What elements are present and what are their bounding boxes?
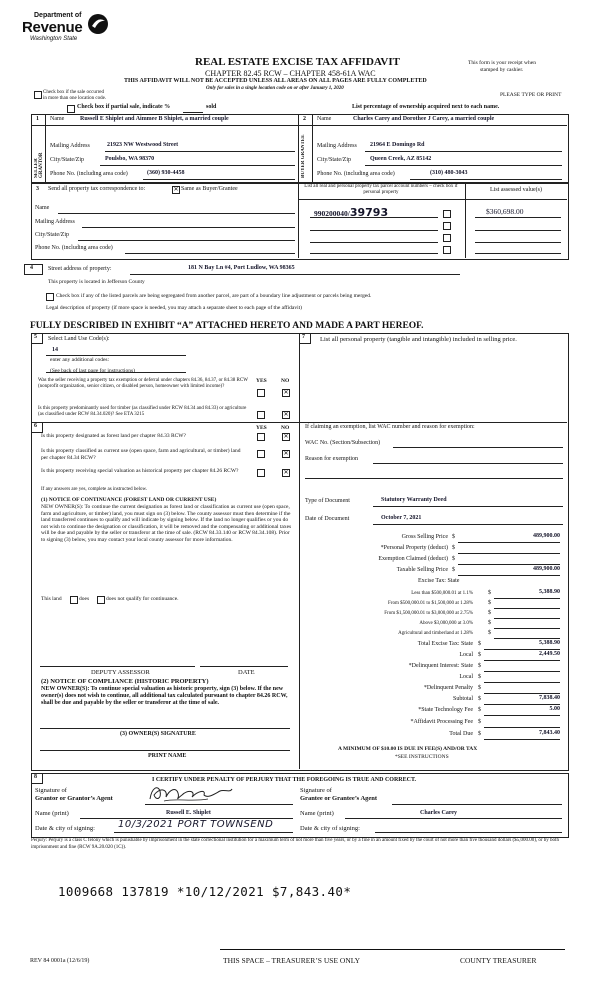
exemption-reason-rule-2[interactable]: [305, 478, 563, 479]
buyer-address-rule: [365, 151, 562, 152]
delinquent-interest-state-currency: $: [478, 663, 481, 669]
section3-city-label: City/State/Zip: [35, 232, 69, 238]
section3-label: Send all property tax correspondence to:: [48, 186, 146, 192]
section6-if-yes: If any answers are yes, complete as instructed below.: [41, 487, 148, 492]
grantee-name-rule: [345, 818, 562, 819]
personal-property-checkbox-1[interactable]: [443, 210, 451, 218]
subtotal-label: Subtotal: [452, 696, 473, 702]
personal-property-deduct-currency: $: [452, 545, 455, 551]
seller-address-label: Mailing Address: [50, 143, 90, 149]
delinquent-penalty-currency: $: [478, 685, 481, 691]
treasurer-use-label: THIS SPACE – TREASURER’S USE ONLY: [223, 956, 360, 965]
main-details-divider: [299, 333, 300, 769]
certify-statement: I CERTIFY UNDER PENALTY OF PERJURY THAT THE FOREGOING IS TRUE AND CORRECT.: [152, 777, 417, 783]
print-name-line[interactable]: [40, 750, 290, 751]
land-does-not-checkbox[interactable]: [97, 596, 105, 604]
gross-selling-price-currency: $: [452, 534, 455, 540]
section3-assessed-divider: [465, 182, 466, 258]
grantor-date-city-rule: [114, 832, 293, 833]
form-title: REAL ESTATE EXCISE TAX AFFIDAVIT: [195, 56, 400, 68]
notice2-title: (2) NOTICE OF COMPLIANCE (HISTORIC PROPERTY): [41, 678, 209, 685]
grantor-name-print[interactable]: Russell E. Shiplet: [166, 810, 211, 816]
section6-yes-header: YES: [256, 425, 267, 431]
tier-2-rule: [494, 608, 560, 609]
seller-address-rule: [105, 151, 295, 152]
street-address-label: Street address of property:: [48, 266, 112, 272]
grantee-signature-label-1: Signature of: [300, 787, 332, 794]
wac-number-rule[interactable]: [393, 447, 563, 448]
buyer-name-label: Name: [317, 116, 332, 122]
state-technology-fee-label: *State Technology Fee: [418, 707, 473, 713]
section8-number: 8: [34, 774, 37, 780]
tier-1-currency: $: [488, 590, 491, 596]
footer-rule: [220, 949, 565, 950]
tier-4-label: Above $3,000,000 at 3.0%: [419, 621, 473, 626]
document-type-label: Type of Document: [305, 498, 350, 504]
section3-phone-label: Phone No. (including area code): [35, 245, 113, 251]
wac-claim-label: If claiming an exemption, list WAC number and reason for exemption:: [305, 424, 475, 430]
excise-local-rule: [484, 660, 560, 661]
section5-number-box: [31, 333, 43, 344]
section6-q1-no[interactable]: ✕: [283, 433, 289, 440]
tier-5-rule: [494, 638, 560, 639]
owner-signature-label: (3) OWNER(S) SIGNATURE: [120, 731, 196, 737]
agency-line2: Revenue: [22, 19, 83, 36]
section8-number-box: [31, 773, 43, 784]
section5-q2-no[interactable]: ✕: [283, 411, 289, 418]
section3-address-rule[interactable]: [82, 227, 295, 228]
grantor-date-city-label: Date & city of signing:: [35, 825, 95, 832]
partial-percent-line[interactable]: [183, 112, 203, 113]
buyer-section-number: 2: [303, 116, 306, 122]
tier-4-rule: [494, 628, 560, 629]
grantee-date-city-label: Date & city of signing:: [300, 825, 360, 832]
section5-bottom-rule: [31, 422, 567, 423]
see-instructions-note: *SEE INSTRUCTIONS: [395, 754, 449, 760]
seller-side-label: SELLER GRANTOR: [34, 152, 44, 178]
grantor-date-city[interactable]: 10/3/2021 PORT TOWNSEND: [118, 819, 274, 830]
grantor-signature-label-2: Grantor or Grantor’s Agent: [35, 795, 113, 802]
buyer-city-label: City/State/Zip: [317, 157, 351, 163]
land-use-label: Select Land Use Code(s):: [48, 336, 110, 342]
form-subtitle: CHAPTER 82.45 RCW – CHAPTER 458-61A WAC: [205, 69, 376, 78]
buyer-name-rule: [298, 125, 567, 126]
total-due-currency: $: [478, 731, 481, 737]
gross-selling-price-label: Gross Selling Price: [401, 534, 448, 540]
exhibit-statement: FULLY DESCRIBED IN EXHIBIT “A” ATTACHED HERETO AND MADE A PART HEREOF.: [30, 321, 424, 331]
assessor-date-label: DATE: [238, 669, 255, 676]
assessed-value[interactable]: $360,698.00: [486, 207, 524, 216]
tier-5-label: Agricultural and timberland at 1.28%: [398, 631, 473, 636]
buyer-city[interactable]: Queen Creek, AZ 85142: [370, 156, 432, 162]
exemption-reason-label: Reason for exemption: [305, 456, 358, 462]
total-due-rule: [484, 739, 560, 740]
section7-number-box: [299, 333, 311, 344]
land-use-code[interactable]: 14: [52, 347, 58, 353]
document-type[interactable]: Statutory Warranty Deed: [381, 497, 447, 503]
section6-q1-yes[interactable]: [257, 433, 265, 441]
personal-property-deduct-rule: [458, 553, 560, 554]
agency-line1: Department of: [34, 12, 82, 19]
same-as-buyer-label: Same as Buyer/Grantee: [181, 186, 238, 192]
excise-local-currency: $: [478, 652, 481, 658]
dor-logo: [22, 12, 122, 52]
ownership-note: List percentage of ownership acquired next to each name.: [352, 104, 500, 110]
receipt-stamp: 1009668 137819 *10/12/2021 $7,843.40*: [58, 884, 352, 899]
exemption-reason-rule[interactable]: [373, 463, 563, 464]
tier-5-currency: $: [488, 630, 491, 636]
section6-no-header: NO: [281, 425, 290, 431]
personal-property-checkbox-4[interactable]: [443, 246, 451, 254]
seller-section-number: 1: [36, 116, 39, 122]
seller-name[interactable]: Russell E Shiplet and Aimmee B Shiplet, a married couple: [80, 116, 229, 122]
multi-location-checkbox[interactable]: [34, 91, 42, 99]
total-excise-state-label: Total Excise Tax: State: [417, 641, 473, 647]
partial-sale-label: Check box if partial sale, indicate %: [77, 104, 171, 110]
section6-q3-yes[interactable]: [257, 469, 265, 477]
exemption-claimed-label: Exemption Claimed (deduct): [378, 556, 448, 562]
print-name-label: PRINT NAME: [148, 753, 187, 759]
deputy-assessor-line[interactable]: [40, 666, 195, 667]
grantee-signature-line[interactable]: [392, 804, 562, 805]
form-date-note: Only for sales in a single location code on or after January 1, 2020: [206, 86, 344, 91]
land-does-checkbox[interactable]: [70, 596, 78, 604]
buyer-address[interactable]: 21964 E Domingo Rd: [370, 142, 425, 148]
section3-name-rule[interactable]: [58, 213, 295, 214]
multi-location-label-1: Check box if the sale occurred: [43, 90, 104, 95]
notice2-body: NEW OWNER(S): To continue special valuation as historic property, sign (3) below. If the new owner(s) does not wish to continue, all additional tax calculated pursuant to chapter 84.26 RCW, shall be due and payable by the seller or transferor at the time of sale.: [41, 686, 288, 707]
tier-2-label: From $500,000.01 to $1,500,000 at 1.28%: [388, 601, 473, 606]
section3-name-label: Name: [35, 205, 50, 211]
buyer-phone[interactable]: (310) 480-3043: [430, 170, 468, 176]
seller-city-rule: [100, 165, 295, 166]
subtotal-value[interactable]: 7,838.40: [539, 695, 560, 701]
tier-1-label: Less than $500,000.01 at 1.1%: [411, 591, 473, 596]
affidavit-processing-fee-rule: [484, 727, 560, 728]
this-land-label: This land: [41, 596, 62, 602]
seller-city[interactable]: Poulsbo, WA 98370: [105, 156, 155, 162]
agency-line3: Washington State: [30, 36, 78, 42]
document-date[interactable]: October 7, 2021: [381, 515, 422, 521]
form-number: REV 84 0001a (12/6/19): [30, 958, 90, 964]
section6-q1: Is this property designated as forest land per chapter 84.33 RCW?: [41, 433, 186, 439]
gross-selling-price-value[interactable]: 489,900.00: [533, 533, 560, 539]
buyer-num-divider: [312, 114, 313, 125]
section5-q1-no[interactable]: ✕: [283, 389, 289, 396]
land-does-label: does: [79, 596, 90, 602]
buyer-city-rule: [365, 165, 562, 166]
county-note: This property is located in Jefferson County: [48, 279, 145, 285]
seller-phone[interactable]: (360) 930-4458: [147, 170, 185, 176]
section5-yes-header: YES: [256, 378, 267, 384]
gross-selling-price-rule: [458, 542, 560, 543]
total-excise-state-currency: $: [478, 641, 481, 647]
parcel-rule-2: [310, 230, 438, 231]
delinquent-interest-local-rule: [484, 682, 560, 683]
tier-1-value[interactable]: 5,388.90: [539, 589, 560, 595]
assessed-rule-3: [475, 242, 561, 243]
swoosh-icon: [86, 12, 110, 36]
tier-1-rule: [494, 598, 560, 599]
delinquent-interest-local-currency: $: [478, 674, 481, 680]
receipt-note-1: This form is your receipt when: [468, 60, 536, 66]
subtotal-currency: $: [478, 696, 481, 702]
parcel-rule-4: [310, 253, 438, 254]
section3-phone-rule[interactable]: [125, 253, 295, 254]
taxable-selling-price-currency: $: [452, 567, 455, 573]
notice1-body: NEW OWNER(S): To continue the current designation as forest land or classification as current use (open space, farm and agriculture, or timber) land, you must sign on (3) below. The county assessor must then determine if the land transferred continues to qualify and will indicate by signing below. If the land no longer qualifies or you do not wish to continue the designation or classification, it will be removed and the compensating or additional taxes will be due and payable by the seller or transferor at the time of sale. (RCW 84.33.140 or RCW 84.34.108). Prior to signing (3) below, you may contact your local county assessor for more information.: [41, 504, 292, 543]
assessor-date-line[interactable]: [200, 666, 288, 667]
delinquent-penalty-rule: [484, 693, 560, 694]
notice1-title: (1) NOTICE OF CONTINUANCE (FOREST LAND OR CURRENT USE): [41, 497, 217, 503]
section6-q3-no[interactable]: ✕: [283, 469, 289, 476]
delinquent-penalty-label: *Delinquent Penalty: [423, 685, 473, 691]
personal-property-checkbox-2[interactable]: [443, 222, 451, 230]
parcel-number-handwritten: 39793: [349, 206, 389, 219]
assessed-rule-2: [475, 230, 561, 231]
assessed-header: List assessed value(s): [490, 187, 542, 193]
total-due-value[interactable]: 7,843.40: [539, 730, 560, 736]
grantee-signature-label-2: Grantee or Grantee’s Agent: [300, 795, 378, 802]
total-excise-state-value[interactable]: 5,388.90: [539, 640, 560, 646]
same-as-buyer-checkbox[interactable]: ✕: [173, 186, 179, 193]
section5-q2: Is this property predominantly used for timber (as classified under RCW 84.34 and 84.33) or agriculture (as classified under RCW 84.34.020)? See ETA 3215: [38, 406, 247, 417]
buyer-name[interactable]: Charles Carey and Dorothee J Carey, a married couple: [353, 116, 495, 122]
parcel-header: List all real and personal property tax parcel account numbers – check box if personal property: [304, 184, 458, 195]
perjury-notice-text: Perjury: Perjury is a class C felony which is punishable by imprisonment in the state correctional institution for a maximum term of not more than five years, or by a fine in an amount fixed by the court of not more than five thousand dollars ($5,000.00), or by both imprisonment and fine (RCW 9A.20.020 (1C)).: [31, 838, 559, 850]
section6-q2-yes[interactable]: [257, 450, 265, 458]
deputy-assessor-label: DEPUTY ASSESSOR: [91, 669, 150, 676]
tier-4-currency: $: [488, 620, 491, 626]
personal-property-label: List all personal property (tangible and intangible) included in selling price.: [320, 336, 517, 343]
taxable-selling-price-value[interactable]: 489,900.00: [533, 566, 560, 572]
please-type-print: PLEASE TYPE OR PRINT: [500, 92, 562, 98]
section3-city-rule[interactable]: [78, 240, 295, 241]
section6-number-box: [31, 422, 43, 433]
partial-sale-checkbox[interactable]: [67, 105, 75, 113]
total-due-label: Total Due: [449, 731, 473, 737]
state-technology-fee-value[interactable]: 5.00: [549, 706, 560, 712]
grantor-signature-line: [145, 804, 293, 805]
affidavit-processing-fee-label: *Affidavit Processing Fee: [410, 719, 473, 725]
section3-divider: [298, 182, 299, 258]
county-treasurer-label: COUNTY TREASURER: [460, 956, 537, 965]
parcel-rule-3: [310, 242, 438, 243]
partial-sold-label: sold: [206, 104, 217, 110]
wac-number-label: WAC No. (Section/Subsection): [305, 440, 381, 446]
grantee-name-print[interactable]: Charles Carey: [420, 810, 458, 816]
document-date-rule: [373, 524, 563, 525]
see-back-note: (See back of last page for instructions): [50, 368, 135, 374]
street-address[interactable]: 181 N Bay Ln #4, Port Ludlow, WA 98365: [188, 265, 295, 271]
state-technology-fee-rule: [484, 715, 560, 716]
owner-signature-line[interactable]: [40, 728, 290, 729]
section6-q3: Is this property receiving special valuation as historical property per chapter 84.26 RCW?: [41, 468, 239, 474]
seller-city-label: City/State/Zip: [50, 157, 84, 163]
seller-address[interactable]: 21923 NW Westwood Street: [107, 142, 179, 148]
section5-q1: Was the seller receiving a property tax exemption or deferral under chapters 84.36, 84.37, or 84.38 RCW (nonprofit organization, senior citizen, or disabled person, homeowner with limited income)?: [38, 378, 248, 389]
segregation-label: Check box if any of the listed parcels are being segregated from another parcel, are part of a boundary line adjustment or parcels being merged.: [56, 293, 372, 299]
taxable-selling-price-label: Taxable Selling Price: [396, 567, 448, 573]
section5-q1-yes[interactable]: [257, 389, 265, 397]
parcel-number-typed: 990200040/: [314, 209, 350, 218]
section6-number: 6: [34, 423, 37, 429]
buyer-side-divider: [312, 125, 313, 182]
multi-location-label-2: in more than one location code.: [43, 96, 107, 101]
receipt-note-2: stamped by cashier.: [480, 67, 524, 73]
buyer-address-label: Mailing Address: [317, 143, 357, 149]
section5-no-header: NO: [281, 378, 290, 384]
legal-description-label: Legal description of property (if more space is needed, you may attach a separate sheet to each page of the affidavit): [46, 305, 302, 311]
personal-property-deduct-label: *Personal Property (deduct): [380, 545, 448, 551]
grantee-name-print-label: Name (print): [300, 810, 334, 817]
seller-side-divider: [45, 125, 46, 182]
land-does-not-label: does not qualify for continuance.: [106, 596, 179, 602]
section6-q2-no[interactable]: ✕: [283, 450, 289, 457]
delinquent-interest-state-label: *Delinquent Interest: State: [408, 663, 473, 669]
buyer-phone-label: Phone No. (including area code): [317, 171, 395, 177]
section3-number: 3: [36, 186, 39, 192]
seller-name-rule: [31, 125, 298, 126]
excise-local-label: Local: [459, 652, 473, 658]
section5-q2-yes[interactable]: [257, 411, 265, 419]
section6-q2: Is this property classified as current use (open space, farm and agricultural, or timber) land per chapter 84.34 RCW?: [41, 448, 241, 461]
section3-address-label: Mailing Address: [35, 219, 75, 225]
buyer-side-label: BUYER GRANTEE: [301, 134, 306, 178]
seller-phone-label: Phone No. (including area code): [50, 171, 128, 177]
document-type-rule: [373, 506, 563, 507]
assessed-rule-1: [475, 217, 561, 218]
land-use-code-rule: [46, 355, 186, 356]
grantor-name-print-label: Name (print): [35, 810, 69, 817]
assessed-rule-4: [475, 253, 561, 254]
seller-phone-rule: [143, 179, 295, 180]
tier-3-currency: $: [488, 610, 491, 616]
section4-number: 4: [30, 265, 33, 271]
tier-3-label: From $1,500,000.01 to $3,000,000 at 2.75%: [384, 611, 473, 616]
excise-local-value[interactable]: 2,449.50: [539, 651, 560, 657]
grantor-signature-image[interactable]: [146, 781, 236, 805]
personal-property-checkbox-3[interactable]: [443, 234, 451, 242]
section5-number: 5: [34, 334, 37, 340]
state-technology-fee-currency: $: [478, 707, 481, 713]
segregation-checkbox[interactable]: [46, 293, 54, 301]
parcel-header-rule: [298, 199, 567, 200]
affidavit-processing-fee-currency: $: [478, 719, 481, 725]
exemption-claimed-rule: [458, 564, 560, 565]
tier-2-currency: $: [488, 600, 491, 606]
grantee-date-city-rule[interactable]: [375, 832, 562, 833]
perjury-notice: [31, 838, 567, 851]
section7-number: 7: [302, 334, 305, 340]
street-address-rule: [130, 274, 460, 275]
excise-tax-header: Excise Tax: State: [418, 578, 460, 584]
tier-3-rule: [494, 618, 560, 619]
delinquent-interest-local-label: Local: [459, 674, 473, 680]
subtotal-rule: [484, 704, 560, 705]
form-warning: THIS AFFIDAVIT WILL NOT BE ACCEPTED UNLESS ALL AREAS ON ALL PAGES ARE FULLY COMPLETED: [124, 78, 427, 84]
grantor-signature-label-1: Signature of: [35, 787, 67, 794]
additional-codes-label: enter any additional codes:: [50, 357, 110, 363]
buyer-phone-rule: [410, 179, 562, 180]
seller-name-label: Name: [50, 116, 65, 122]
exemption-claimed-currency: $: [452, 556, 455, 562]
parcel-rule-1: [310, 217, 438, 218]
total-excise-state-rule: [484, 649, 560, 650]
section4-number-box: [24, 264, 43, 275]
seller-num-divider: [45, 114, 46, 125]
minimum-due-note: A MINIMUM OF $10.00 IS DUE IN FEE(S) AND/OR TAX: [338, 746, 478, 752]
delinquent-interest-state-rule: [484, 671, 560, 672]
document-date-label: Date of Document: [305, 516, 350, 522]
taxable-selling-price-rule: [458, 575, 560, 576]
